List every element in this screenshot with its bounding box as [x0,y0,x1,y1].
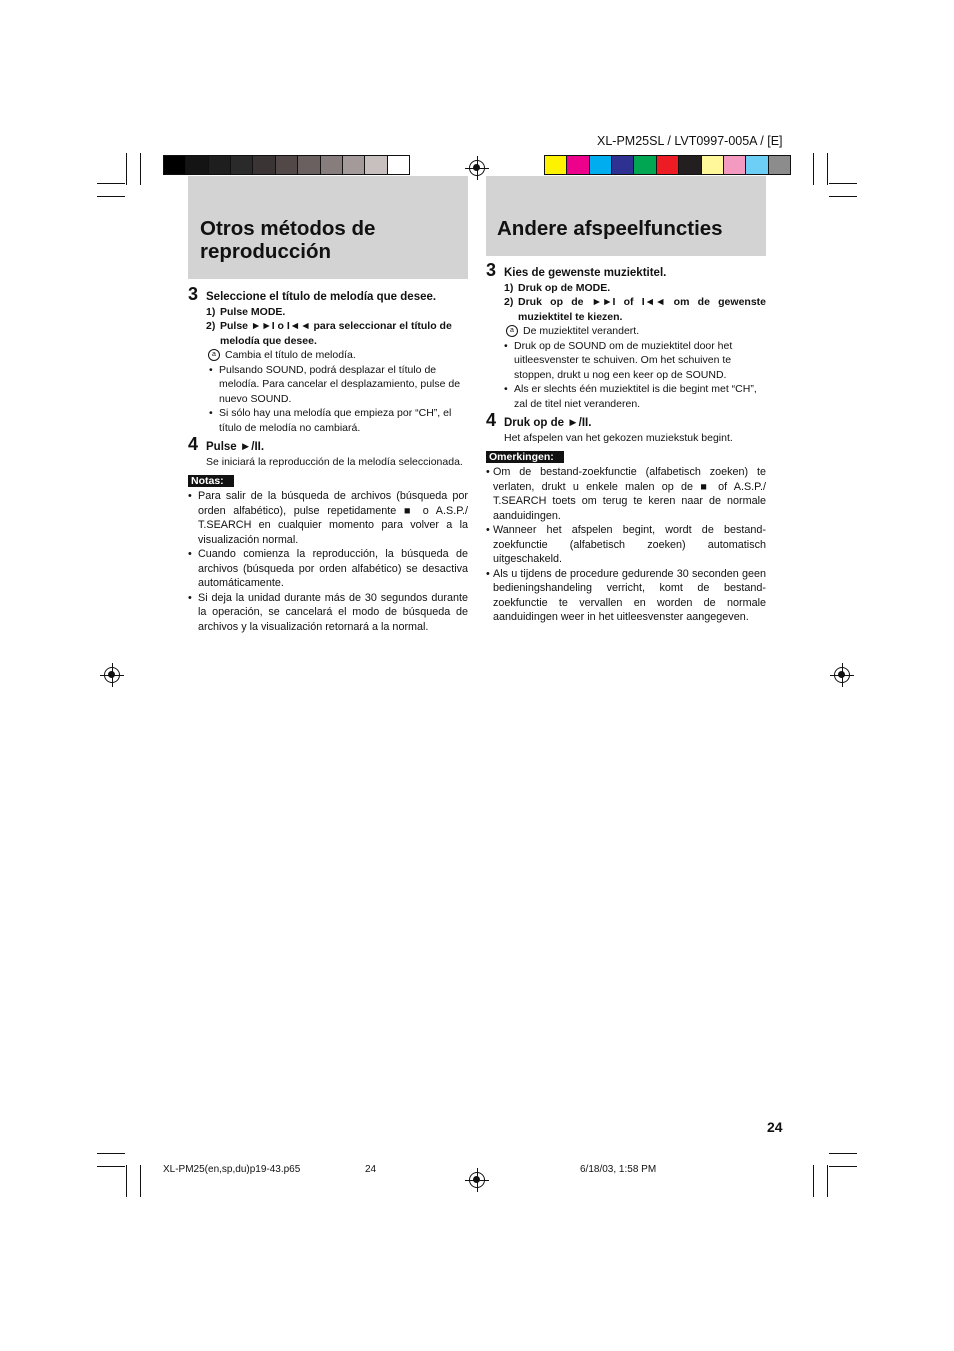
color-swatch [567,156,589,174]
left-title-box [188,176,468,279]
crop-mark [813,1165,814,1197]
list-item: • Druk op de SOUND om de muziektitel door het uitleesvenster te schuiven. Om het schuiven te stoppen, drukt u nog een keer op de SOUND. [504,339,733,381]
notes-label: Notas: [188,475,234,487]
crop-mark [126,153,127,185]
substep: 1) Druk op de MODE. [504,281,611,294]
color-swatch [545,156,567,174]
display-icon: a [506,325,518,337]
step-3: 3 Kies de gewenste muziektitel. [486,260,667,280]
crop-mark [829,183,857,184]
color-swatch [343,156,365,174]
step-description: Se iniciará la reproducción de la melodía seleccionada. [206,455,463,468]
color-swatch [590,156,612,174]
step-4: 4 Pulse ►/II. [188,434,265,455]
color-swatch [679,156,701,174]
step-title: Kies de gewenste muziektitel. [504,267,667,279]
crop-mark [97,1166,125,1167]
step-title: Druk op de ►/II. [504,417,592,430]
step-title: Pulse ►/II. [206,441,265,454]
color-swatch [746,156,768,174]
crop-mark [829,196,857,197]
crop-mark [126,1165,127,1197]
substep: 2) Druk op de ►►I of I◄◄ om de gewenste muziektitel te kiezen. [504,296,766,323]
color-swatch [276,156,298,174]
note-item: • Wanneer het afspelen begint, wordt de bestand-zoekfunctie (alfabetisch zoeken) automatisch uitgeschakeld. [486,524,766,566]
list-item: • Pulsando SOUND, podrá desplazar el título de melodía. Para cancelar el desplazamiento, pulse de nuevo SOUND. [209,363,461,405]
crop-mark [97,196,125,197]
step-title: Seleccione el título de melodía que desee. [206,291,437,303]
document-code: XL-PM25SL / LVT0997-005A / [E] [597,134,783,148]
crop-mark [829,1153,857,1154]
crop-mark [97,1153,125,1154]
color-swatch [253,156,275,174]
color-swatch [769,156,790,174]
list-item: • Als er slechts één muziektitel is die begint met “CH”, zal de titel niet veranderen. [504,383,757,410]
color-swatch [702,156,724,174]
registration-mark-icon [834,667,850,683]
display-icon: a [208,349,220,361]
color-swatch [321,156,343,174]
step-description: Het afspelen van het gekozen muziekstuk begint. [504,431,733,444]
page-number: 24 [767,1119,783,1135]
color-calibration-bar [544,155,791,175]
footer-page: 24 [365,1164,377,1175]
notes-label: Omerkingen: [486,451,564,463]
color-swatch [164,156,186,174]
note-item: • Cuando comienza la reproducción, la búsqueda de archivos (búsqueda por orden alfabético) se desactiva automáticamente. [188,548,468,590]
note-item: • Para salir de la búsqueda de archivos (búsqueda por orden alfabético), pulse repetidamente ■ o A.S.P./ T.SEARCH en cualquier momento para volver a la visualización normal. [188,490,468,546]
left-section-title: Otros métodos de reproducción [200,217,376,263]
right-section-title: Andere afspeelfuncties [497,217,723,240]
grayscale-calibration-bar [163,155,410,175]
color-swatch [231,156,253,174]
color-swatch [298,156,320,174]
color-swatch [365,156,387,174]
color-swatch [388,156,409,174]
footer-date: 6/18/03, 1:58 PM [580,1164,657,1175]
result-line: a Cambia el título de melodía. [208,348,468,363]
note-item: • Als u tijdens de procedure gedurende 30 seconden geen bedieningshandeling verricht, komt de bestand-zoekfunctie te vervallen en worden de normale aanduidingen weer in het uitleesvenster aangegeven. [486,567,766,624]
note-item: • Om de bestand-zoekfunctie (alfabetisch zoeken) te verlaten, drukt u enkele malen op de ■ of A.S.P./ T.SEARCH toets om terug te keren naar de normale aanduidingen. [486,466,766,522]
crop-mark [140,153,141,185]
note-item: • Si deja la unidad durante más de 30 segundos durante la operación, se cancelará el modo de búsqueda de archivos y la visualización retornará a la normal. [188,591,468,633]
registration-mark-icon [469,160,485,176]
result-line: a De muziektitel verandert. [506,324,766,339]
crop-mark [813,153,814,185]
step-4: 4 Druk op de ►/II. [486,410,592,431]
step-3: 3 Seleccione el título de melodía que desee. [188,284,437,304]
left-column [188,285,468,634]
registration-mark-icon [104,667,120,683]
color-swatch [209,156,231,174]
list-item: • Si sólo hay una melodía que empieza por “CH”, el título de melodía no cambiará. [209,407,452,434]
registration-mark-icon [469,1172,485,1188]
color-swatch [657,156,679,174]
crop-mark [827,153,828,185]
right-column [486,261,766,625]
footer-filename: XL-PM25(en,sp,du)p19-43.p65 [163,1164,301,1175]
crop-mark [827,1165,828,1197]
crop-mark [97,183,125,184]
substep: 1) Pulse MODE. [206,305,286,318]
color-swatch [724,156,746,174]
color-swatch [634,156,656,174]
crop-mark [140,1165,141,1197]
color-swatch [612,156,634,174]
right-title-box [486,176,766,256]
color-swatch [186,156,208,174]
crop-mark [829,1166,857,1167]
substep: 2) Pulse ►►I o I◄◄ para seleccionar el título de melodía que desee. [206,320,452,347]
